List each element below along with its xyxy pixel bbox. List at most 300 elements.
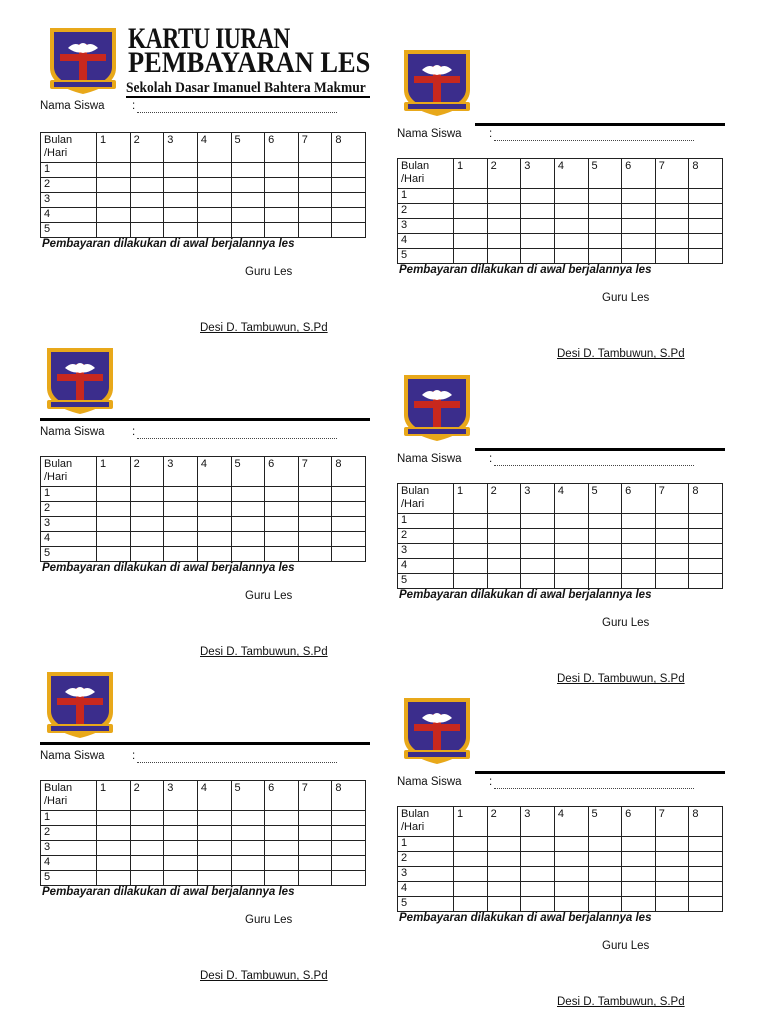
month-day-header: Bulan /Hari <box>41 457 97 487</box>
payment-cell[interactable] <box>164 547 198 562</box>
payment-cell[interactable] <box>588 219 622 234</box>
payment-cell[interactable] <box>521 882 555 897</box>
payment-cell[interactable] <box>554 249 588 264</box>
payment-cell[interactable] <box>487 514 521 529</box>
payment-cell[interactable] <box>655 234 689 249</box>
payment-cell[interactable] <box>265 193 299 208</box>
payment-cell[interactable] <box>588 529 622 544</box>
table-row <box>41 223 366 238</box>
student-name-field[interactable] <box>494 778 694 789</box>
payment-cell[interactable] <box>265 502 299 517</box>
payment-cell[interactable] <box>130 547 164 562</box>
payment-cell[interactable] <box>97 826 131 841</box>
student-name-label: Nama Siswa <box>397 453 462 465</box>
payment-cell[interactable] <box>332 841 366 856</box>
table-row <box>41 502 366 517</box>
payment-cell[interactable] <box>332 502 366 517</box>
payment-cell[interactable] <box>97 163 131 178</box>
payment-cell[interactable] <box>332 811 366 826</box>
payment-cell[interactable] <box>521 234 555 249</box>
payment-cell[interactable] <box>554 852 588 867</box>
payment-cell[interactable] <box>130 193 164 208</box>
payment-cell[interactable] <box>454 219 488 234</box>
payment-cell[interactable] <box>655 249 689 264</box>
payment-cell[interactable] <box>197 208 231 223</box>
payment-cell[interactable] <box>130 871 164 886</box>
column-header-2: 2 <box>487 484 521 514</box>
column-header-3: 3 <box>521 807 555 837</box>
payment-cell[interactable] <box>689 837 723 852</box>
payment-cell[interactable] <box>332 856 366 871</box>
payment-cell[interactable] <box>622 529 656 544</box>
payment-cell[interactable] <box>197 547 231 562</box>
payment-cell[interactable] <box>655 529 689 544</box>
payment-cell[interactable] <box>164 223 198 238</box>
payment-cell[interactable] <box>454 514 488 529</box>
payment-cell[interactable] <box>521 249 555 264</box>
column-header-7: 7 <box>655 159 689 189</box>
payment-cell[interactable] <box>197 487 231 502</box>
payment-cell[interactable] <box>554 837 588 852</box>
payment-cell[interactable] <box>197 856 231 871</box>
payment-cell[interactable] <box>554 897 588 912</box>
table-row <box>398 189 723 204</box>
payment-cell[interactable] <box>231 532 265 547</box>
payment-cell[interactable] <box>554 574 588 589</box>
column-header-2: 2 <box>130 133 164 163</box>
payment-cell[interactable] <box>454 837 488 852</box>
payment-cell[interactable] <box>521 189 555 204</box>
payment-cell[interactable] <box>164 841 198 856</box>
payment-cell[interactable] <box>231 517 265 532</box>
column-header-6: 6 <box>265 781 299 811</box>
payment-cell[interactable] <box>622 514 656 529</box>
payment-cell[interactable] <box>487 189 521 204</box>
payment-cell[interactable] <box>97 178 131 193</box>
payment-cell[interactable] <box>265 871 299 886</box>
row-label: 2 <box>398 204 454 219</box>
payment-cell[interactable] <box>332 547 366 562</box>
payment-cell[interactable] <box>689 249 723 264</box>
table-row <box>398 544 723 559</box>
payment-cell[interactable] <box>164 856 198 871</box>
row-label: 1 <box>41 811 97 826</box>
payment-cell[interactable] <box>197 502 231 517</box>
payment-cell[interactable] <box>265 208 299 223</box>
payment-cell[interactable] <box>197 178 231 193</box>
student-name-row <box>40 100 135 112</box>
payment-cell[interactable] <box>554 559 588 574</box>
payment-cell[interactable] <box>554 204 588 219</box>
payment-cell[interactable] <box>231 856 265 871</box>
table-row <box>41 193 366 208</box>
column-header-2: 2 <box>130 457 164 487</box>
payment-cell[interactable] <box>298 826 332 841</box>
payment-cell[interactable] <box>164 811 198 826</box>
payment-cell[interactable] <box>588 234 622 249</box>
payment-cell[interactable] <box>298 502 332 517</box>
payment-cell[interactable] <box>265 811 299 826</box>
payment-cell[interactable] <box>521 514 555 529</box>
payment-cell[interactable] <box>265 547 299 562</box>
payment-cell[interactable] <box>588 897 622 912</box>
payment-cell[interactable] <box>554 219 588 234</box>
payment-cell[interactable] <box>298 547 332 562</box>
payment-cell[interactable] <box>298 856 332 871</box>
payment-cell[interactable] <box>130 178 164 193</box>
payment-cell[interactable] <box>231 871 265 886</box>
payment-cell[interactable] <box>521 574 555 589</box>
payment-cell[interactable] <box>487 882 521 897</box>
payment-cell[interactable] <box>487 249 521 264</box>
payment-cell[interactable] <box>521 837 555 852</box>
payment-cell[interactable] <box>298 811 332 826</box>
header-rule <box>40 742 370 745</box>
payment-cell[interactable] <box>588 867 622 882</box>
payment-cell[interactable] <box>231 502 265 517</box>
teacher-signature-name: Desi D. Tambuwun, S.Pd <box>557 673 685 685</box>
column-header-6: 6 <box>622 807 656 837</box>
payment-cell[interactable] <box>97 856 131 871</box>
payment-cell[interactable] <box>164 178 198 193</box>
payment-cell[interactable] <box>655 204 689 219</box>
payment-cell[interactable] <box>265 163 299 178</box>
payment-cell[interactable] <box>588 882 622 897</box>
payment-cell[interactable] <box>164 163 198 178</box>
payment-cell[interactable] <box>454 544 488 559</box>
payment-cell[interactable] <box>298 193 332 208</box>
payment-cell[interactable] <box>164 193 198 208</box>
payment-cell[interactable] <box>454 867 488 882</box>
payment-cell[interactable] <box>655 867 689 882</box>
payment-cell[interactable] <box>655 574 689 589</box>
payment-cell[interactable] <box>487 544 521 559</box>
payment-cell[interactable] <box>265 487 299 502</box>
payment-cell[interactable] <box>231 841 265 856</box>
payment-cell[interactable] <box>521 867 555 882</box>
payment-cell[interactable] <box>655 559 689 574</box>
payment-cell[interactable] <box>97 223 131 238</box>
payment-cell[interactable] <box>164 871 198 886</box>
payment-cell[interactable] <box>588 189 622 204</box>
payment-cell[interactable] <box>655 544 689 559</box>
payment-cell[interactable] <box>588 544 622 559</box>
payment-cell[interactable] <box>622 897 656 912</box>
payment-cell[interactable] <box>487 574 521 589</box>
payment-cell[interactable] <box>231 208 265 223</box>
payment-cell[interactable] <box>454 249 488 264</box>
student-name-field[interactable] <box>494 455 694 466</box>
payment-cell[interactable] <box>298 208 332 223</box>
column-header-8: 8 <box>332 133 366 163</box>
column-header-5: 5 <box>588 807 622 837</box>
column-header-1: 1 <box>97 457 131 487</box>
payment-cell[interactable] <box>298 871 332 886</box>
payment-cell[interactable] <box>521 897 555 912</box>
school-logo-icon <box>46 24 116 94</box>
payment-cell[interactable] <box>689 867 723 882</box>
teacher-signature-name: Desi D. Tambuwun, S.Pd <box>200 322 328 334</box>
payment-cell[interactable] <box>454 852 488 867</box>
payment-cell[interactable] <box>130 826 164 841</box>
payment-cell[interactable] <box>454 529 488 544</box>
payment-cell[interactable] <box>689 897 723 912</box>
payment-cell[interactable] <box>521 219 555 234</box>
table-row <box>398 249 723 264</box>
payment-cell[interactable] <box>164 502 198 517</box>
payment-cell[interactable] <box>332 178 366 193</box>
payment-cell[interactable] <box>97 502 131 517</box>
payment-cell[interactable] <box>97 193 131 208</box>
student-name-field[interactable] <box>137 752 337 763</box>
payment-cell[interactable] <box>454 204 488 219</box>
payment-cell[interactable] <box>689 514 723 529</box>
payment-cell[interactable] <box>588 837 622 852</box>
payment-cell[interactable] <box>554 544 588 559</box>
payment-cell[interactable] <box>164 532 198 547</box>
payment-cell[interactable] <box>231 193 265 208</box>
payment-cell[interactable] <box>97 487 131 502</box>
payment-cell[interactable] <box>622 249 656 264</box>
payment-cell[interactable] <box>487 559 521 574</box>
payment-grid <box>40 132 366 238</box>
payment-cell[interactable] <box>97 208 131 223</box>
payment-cell[interactable] <box>164 208 198 223</box>
payment-cell[interactable] <box>622 204 656 219</box>
payment-cell[interactable] <box>97 532 131 547</box>
payment-cell[interactable] <box>689 529 723 544</box>
payment-cell[interactable] <box>521 852 555 867</box>
table-row <box>41 841 366 856</box>
payment-cell[interactable] <box>265 223 299 238</box>
payment-cell[interactable] <box>689 189 723 204</box>
payment-cell[interactable] <box>655 219 689 234</box>
payment-cell[interactable] <box>130 502 164 517</box>
payment-cell[interactable] <box>231 487 265 502</box>
payment-cell[interactable] <box>265 856 299 871</box>
column-header-3: 3 <box>164 781 198 811</box>
payment-cell[interactable] <box>97 811 131 826</box>
payment-cell[interactable] <box>521 544 555 559</box>
payment-cell[interactable] <box>487 234 521 249</box>
payment-cell[interactable] <box>332 487 366 502</box>
payment-cell[interactable] <box>454 897 488 912</box>
payment-cell[interactable] <box>622 882 656 897</box>
payment-cell[interactable] <box>197 811 231 826</box>
row-label: 2 <box>41 178 97 193</box>
guru-les-label: Guru Les <box>602 292 650 304</box>
payment-cell[interactable] <box>622 189 656 204</box>
payment-cell[interactable] <box>554 882 588 897</box>
payment-card <box>397 44 727 360</box>
payment-cell[interactable] <box>689 544 723 559</box>
payment-cell[interactable] <box>588 559 622 574</box>
student-name-row <box>397 128 492 140</box>
payment-cell[interactable] <box>130 487 164 502</box>
payment-cell[interactable] <box>164 487 198 502</box>
payment-cell[interactable] <box>130 841 164 856</box>
payment-cell[interactable] <box>622 219 656 234</box>
payment-cell[interactable] <box>265 826 299 841</box>
payment-cell[interactable] <box>332 532 366 547</box>
payment-cell[interactable] <box>332 193 366 208</box>
payment-cell[interactable] <box>655 852 689 867</box>
payment-cell[interactable] <box>197 841 231 856</box>
payment-cell[interactable] <box>554 189 588 204</box>
table-row <box>398 867 723 882</box>
payment-grid <box>397 483 723 589</box>
student-name-field[interactable] <box>494 130 694 141</box>
payment-cell[interactable] <box>97 517 131 532</box>
payment-cell[interactable] <box>332 826 366 841</box>
payment-cell[interactable] <box>454 882 488 897</box>
payment-cell[interactable] <box>487 204 521 219</box>
payment-cell[interactable] <box>521 559 555 574</box>
payment-cell[interactable] <box>130 163 164 178</box>
payment-cell[interactable] <box>689 234 723 249</box>
payment-cell[interactable] <box>655 837 689 852</box>
payment-cell[interactable] <box>298 487 332 502</box>
payment-cell[interactable] <box>487 867 521 882</box>
payment-cell[interactable] <box>231 547 265 562</box>
payment-cell[interactable] <box>332 871 366 886</box>
payment-cell[interactable] <box>689 882 723 897</box>
payment-cell[interactable] <box>298 532 332 547</box>
payment-cell[interactable] <box>554 514 588 529</box>
payment-cell[interactable] <box>487 529 521 544</box>
payment-note: Pembayaran dilakukan di awal berjalannya les <box>42 886 295 898</box>
payment-cell[interactable] <box>622 559 656 574</box>
payment-cell[interactable] <box>298 223 332 238</box>
payment-cell[interactable] <box>130 856 164 871</box>
student-name-colon: : <box>489 776 493 788</box>
payment-cell[interactable] <box>622 544 656 559</box>
row-label: 1 <box>41 163 97 178</box>
student-name-field[interactable] <box>137 102 337 113</box>
payment-cell[interactable] <box>231 223 265 238</box>
payment-cell[interactable] <box>487 837 521 852</box>
payment-cell[interactable] <box>197 193 231 208</box>
title-pembayaran-les: PEMBAYARAN LES <box>128 46 371 79</box>
table-row <box>398 234 723 249</box>
payment-cell[interactable] <box>588 514 622 529</box>
payment-cell[interactable] <box>487 852 521 867</box>
payment-cell[interactable] <box>97 871 131 886</box>
student-name-colon: : <box>132 100 136 112</box>
guru-les-label: Guru Les <box>245 266 293 278</box>
school-logo-icon <box>400 371 474 445</box>
payment-cell[interactable] <box>689 204 723 219</box>
payment-cell[interactable] <box>454 559 488 574</box>
payment-cell[interactable] <box>97 547 131 562</box>
payment-cell[interactable] <box>265 532 299 547</box>
payment-cell[interactable] <box>454 189 488 204</box>
table-row <box>398 559 723 574</box>
column-header-4: 4 <box>197 781 231 811</box>
column-header-1: 1 <box>454 807 488 837</box>
payment-cell[interactable] <box>265 178 299 193</box>
payment-cell[interactable] <box>588 852 622 867</box>
payment-cell[interactable] <box>197 871 231 886</box>
payment-cell[interactable] <box>332 517 366 532</box>
column-header-4: 4 <box>197 457 231 487</box>
payment-cell[interactable] <box>554 867 588 882</box>
payment-cell[interactable] <box>265 517 299 532</box>
column-header-7: 7 <box>655 807 689 837</box>
row-label: 5 <box>398 897 454 912</box>
payment-cell[interactable] <box>130 208 164 223</box>
payment-cell[interactable] <box>197 163 231 178</box>
payment-cell[interactable] <box>588 204 622 219</box>
student-name-row <box>40 426 135 438</box>
payment-cell[interactable] <box>298 517 332 532</box>
guru-les-label: Guru Les <box>245 590 293 602</box>
payment-cell[interactable] <box>130 517 164 532</box>
month-day-header: Bulan /Hari <box>398 807 454 837</box>
payment-cell[interactable] <box>487 897 521 912</box>
payment-cell[interactable] <box>554 529 588 544</box>
payment-cell[interactable] <box>197 223 231 238</box>
payment-cell[interactable] <box>655 897 689 912</box>
payment-cell[interactable] <box>655 882 689 897</box>
payment-cell[interactable] <box>689 559 723 574</box>
payment-cell[interactable] <box>622 837 656 852</box>
payment-cell[interactable] <box>454 574 488 589</box>
payment-cell[interactable] <box>487 219 521 234</box>
payment-cell[interactable] <box>521 204 555 219</box>
payment-cell[interactable] <box>689 852 723 867</box>
payment-cell[interactable] <box>298 163 332 178</box>
payment-cell[interactable] <box>298 841 332 856</box>
payment-cell[interactable] <box>130 223 164 238</box>
payment-cell[interactable] <box>332 208 366 223</box>
payment-cell[interactable] <box>197 826 231 841</box>
payment-cell[interactable] <box>231 811 265 826</box>
payment-cell[interactable] <box>197 532 231 547</box>
payment-cell[interactable] <box>231 826 265 841</box>
payment-cell[interactable] <box>130 532 164 547</box>
payment-cell[interactable] <box>332 163 366 178</box>
payment-cell[interactable] <box>622 234 656 249</box>
payment-cell[interactable] <box>332 223 366 238</box>
payment-cell[interactable] <box>689 219 723 234</box>
payment-cell[interactable] <box>588 574 622 589</box>
payment-cell[interactable] <box>689 574 723 589</box>
payment-cell[interactable] <box>655 514 689 529</box>
payment-cell[interactable] <box>454 234 488 249</box>
payment-cell[interactable] <box>130 811 164 826</box>
payment-cell[interactable] <box>622 867 656 882</box>
payment-cell[interactable] <box>231 163 265 178</box>
payment-cell[interactable] <box>97 841 131 856</box>
payment-cell[interactable] <box>298 178 332 193</box>
payment-cell[interactable] <box>521 529 555 544</box>
payment-cell[interactable] <box>588 249 622 264</box>
month-day-header: Bulan /Hari <box>41 781 97 811</box>
table-row <box>41 163 366 178</box>
payment-cell[interactable] <box>554 234 588 249</box>
payment-cell[interactable] <box>622 852 656 867</box>
payment-cell[interactable] <box>164 826 198 841</box>
payment-cell[interactable] <box>622 574 656 589</box>
payment-cell[interactable] <box>231 178 265 193</box>
column-header-2: 2 <box>487 159 521 189</box>
payment-cell[interactable] <box>265 841 299 856</box>
student-name-field[interactable] <box>137 428 337 439</box>
payment-cell[interactable] <box>197 517 231 532</box>
payment-cell[interactable] <box>655 189 689 204</box>
payment-cell[interactable] <box>164 517 198 532</box>
